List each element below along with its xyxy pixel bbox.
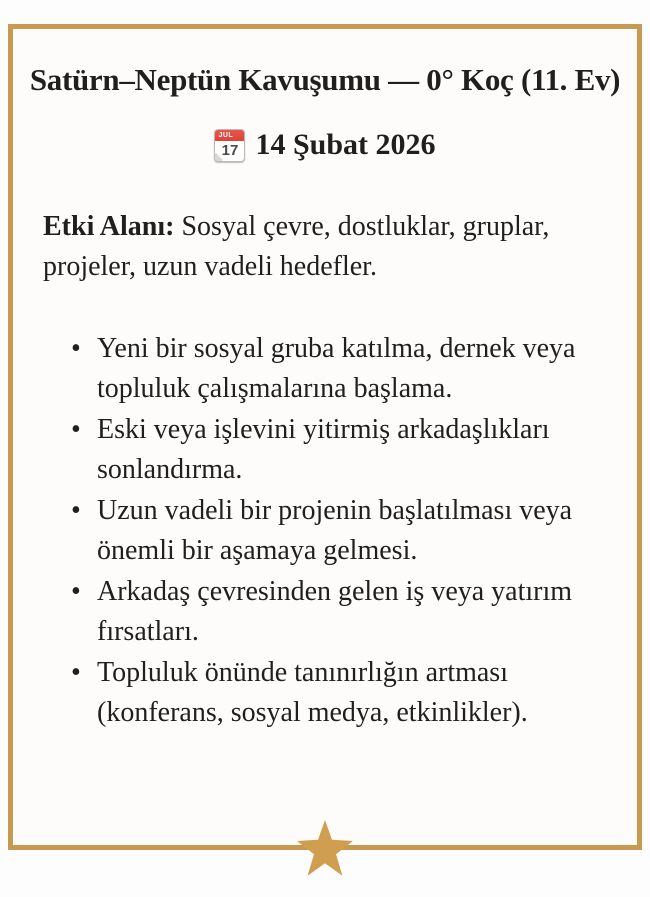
calendar-icon-day: 17: [221, 141, 239, 159]
list-item: • Uzun vadeli bir projenin başlatılması veya önemli bir aşamaya gelmesi.: [97, 491, 597, 571]
impact-text: Sosyal çevre, dostluklar, gruplar, projeler, uzun vadeli hedefler.: [43, 211, 550, 282]
impact-paragraph: [13, 207, 637, 287]
calendar-icon: [214, 129, 245, 162]
event-date: 14 Şubat 2026: [255, 128, 436, 161]
list-item: • Topluluk önünde tanınırlığın artması (konferans, sosyal medya, etkinlikler).: [97, 653, 597, 733]
event-card: [8, 24, 642, 850]
date-row: [13, 125, 637, 165]
effects-list: [13, 329, 637, 733]
star-icon: [296, 820, 354, 880]
list-item: • Arkadaş çevresinden gelen iş veya yatırım fırsatları.: [97, 572, 597, 652]
list-item: • Eski veya işlevini yitirmiş arkadaşlıkları sonlandırma.: [97, 410, 597, 490]
calendar-icon-header-text: JUL: [218, 131, 234, 139]
page-title: Satürn–Neptün Kavuşumu — 0° Koç (11. Ev): [29, 62, 621, 97]
list-item: • Yeni bir sosyal gruba katılma, dernek veya topluluk çalışmalarına başlama.: [97, 329, 597, 409]
impact-label: Etki Alanı:: [43, 211, 175, 242]
